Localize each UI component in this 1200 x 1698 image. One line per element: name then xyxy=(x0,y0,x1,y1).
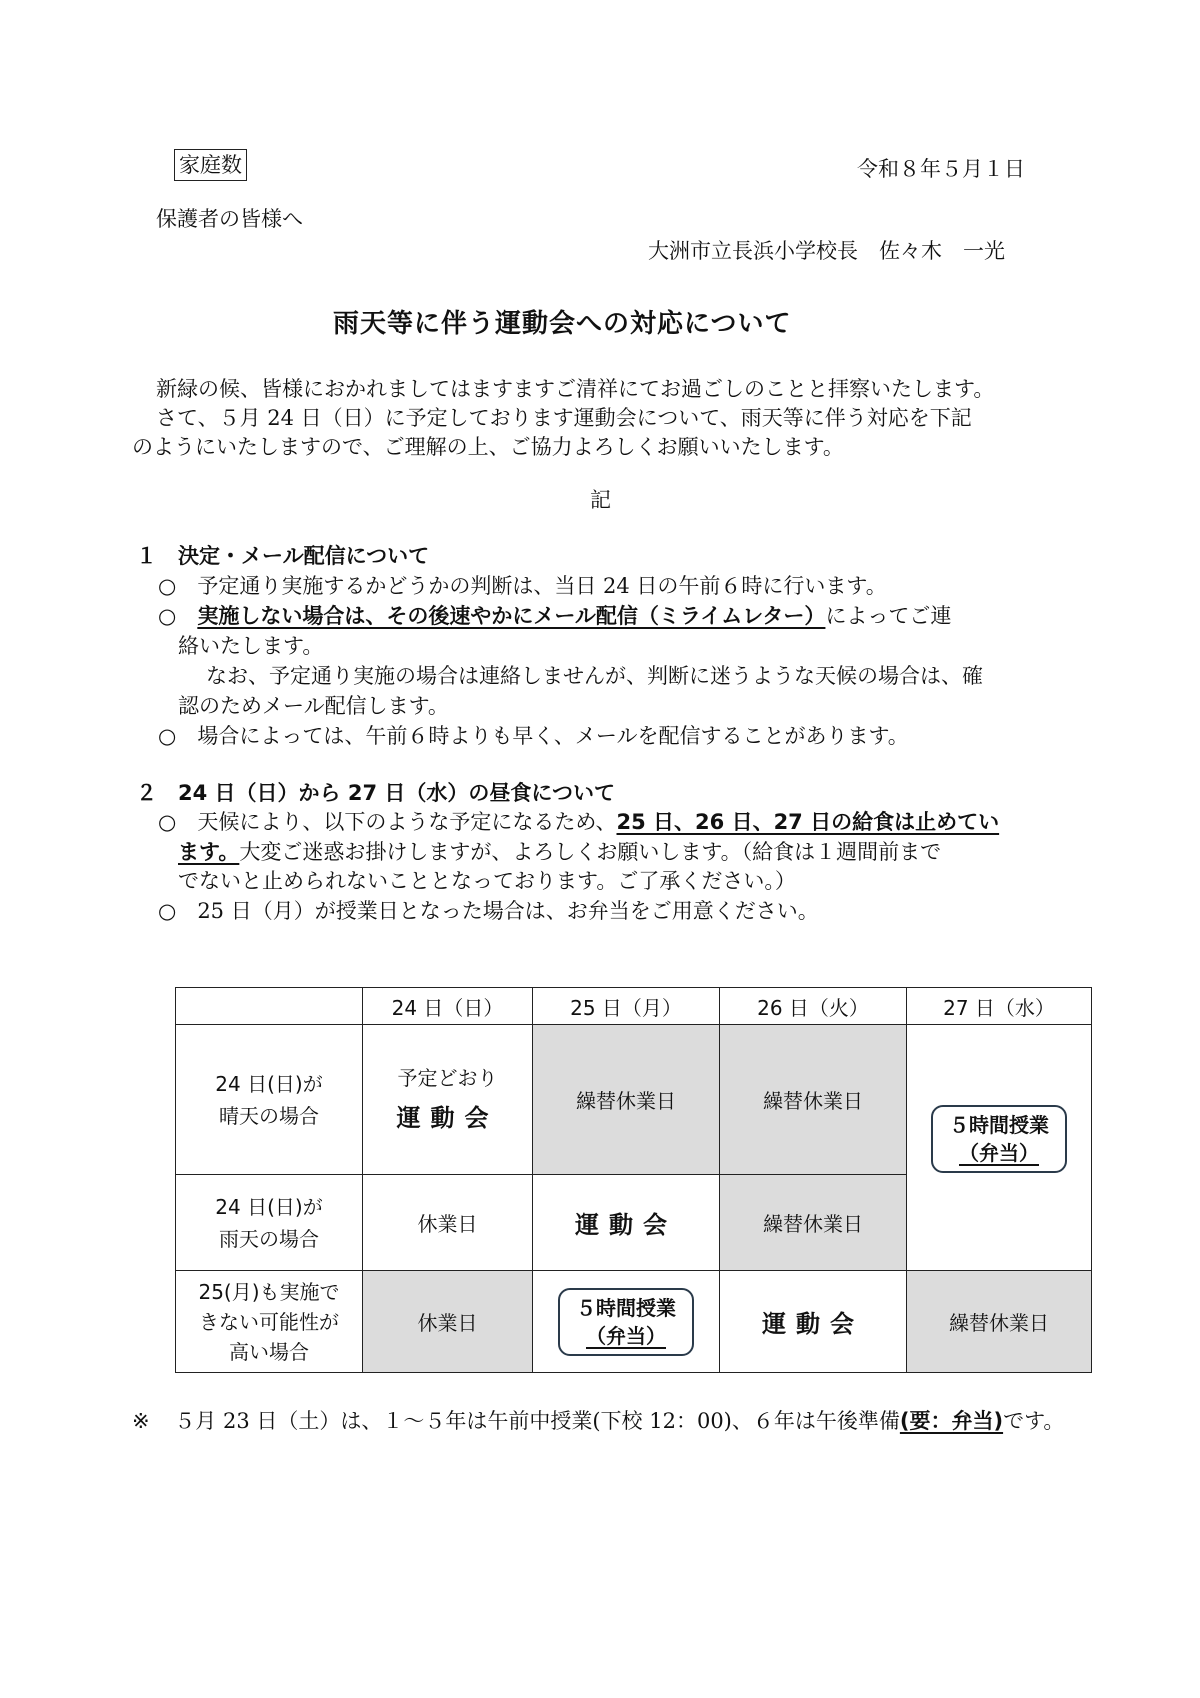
section2-bullet-1-rest: 大変ご迷惑お掛けしますが、よろしくお願いします。（給食は１週間前まで xyxy=(239,840,942,864)
section2-bullet-1 xyxy=(158,806,999,836)
row-label-line: 24 日(日)が xyxy=(215,1194,323,1219)
row-label-postponed xyxy=(176,1271,363,1373)
section2-bullet-1-line2 xyxy=(178,836,941,866)
cell-subtext: 予定どおり xyxy=(397,1065,498,1090)
cell-24-rainy: 休業日 xyxy=(363,1175,533,1271)
cell-25-rainy: 運動会 xyxy=(533,1175,720,1271)
row-label-rainy xyxy=(176,1175,363,1271)
table-header-26: 26 日（火） xyxy=(720,988,907,1025)
table-header-row xyxy=(176,988,1092,1025)
intro-line-1: 新緑の候、皆様におかれましてはますますご清祥にてお過ごしのことと拝察いたします。 xyxy=(156,377,995,401)
bullet-mark: ○ xyxy=(158,810,198,834)
intro-line-2: さて、５月 24 日（日）に予定しております運動会について、雨天等に伴う対応を下記 xyxy=(156,406,972,430)
lesson-box xyxy=(558,1288,694,1356)
row-label-line: 雨天の場合 xyxy=(219,1226,319,1251)
box-line: （弁当） xyxy=(586,1323,666,1348)
section1-bullet-2-line2: 絡いたします。 xyxy=(178,634,324,658)
table-header-27: 27 日（水） xyxy=(907,988,1092,1025)
cell-25-sunny: 繰替休業日 xyxy=(533,1025,720,1175)
box-line: ５時間授業 xyxy=(949,1113,1049,1137)
cell-maintext: 運動会 xyxy=(396,1103,499,1132)
footnote-emphasis: (要：弁当) xyxy=(899,1409,1004,1433)
table-header-empty xyxy=(176,988,363,1025)
table-header-25: 25 日（月） xyxy=(533,988,720,1025)
table-header-24: 24 日（日） xyxy=(363,988,533,1025)
schedule-table xyxy=(175,987,1092,1373)
footnote xyxy=(132,1405,1064,1435)
bullet-mark: ○ xyxy=(158,604,198,628)
document-tag: 家庭数 xyxy=(174,149,247,181)
sender: 大洲市立長浜小学校長 佐々木 一光 xyxy=(648,239,1005,263)
section1-bullet-2 xyxy=(158,600,951,630)
section1-note-2: 認のためメール配信します。 xyxy=(178,694,449,718)
row-label-line: 晴天の場合 xyxy=(219,1103,319,1128)
footnote-text: ５月 23 日（土）は、１～５年は午前中授業(下校 12：00)、６年は午後準備 xyxy=(174,1409,900,1433)
cell-24-postponed: 休業日 xyxy=(363,1271,533,1373)
cell-26-sunny: 繰替休業日 xyxy=(720,1025,907,1175)
recipient: 保護者の皆様へ xyxy=(156,207,303,231)
row-label-line: 24 日(日)が xyxy=(215,1071,323,1096)
box-line: ５時間授業 xyxy=(576,1295,676,1320)
page-title: 雨天等に伴う運動会への対応について xyxy=(333,309,792,339)
table-row xyxy=(176,1271,1092,1373)
footnote-end: です。 xyxy=(1003,1409,1065,1433)
section2-emphasis-2: ます。 xyxy=(178,840,240,864)
cell-27-postponed: 繰替休業日 xyxy=(907,1271,1092,1373)
table-row xyxy=(176,1025,1092,1175)
box-line: （弁当） xyxy=(959,1141,1039,1165)
cell-27-sunny-rainy xyxy=(907,1025,1092,1271)
section1-bullet-2-rest: によってご連 xyxy=(825,604,952,628)
row-label-line: きない可能性が xyxy=(199,1309,339,1334)
ki-marker: 記 xyxy=(590,488,611,512)
cell-24-sunny xyxy=(363,1025,533,1175)
section2-bullet-2: ○ 25 日（月）が授業日となった場合は、お弁当をご用意ください。 xyxy=(158,899,819,923)
section1-heading: １ 決定・メール配信について xyxy=(136,544,430,568)
issue-date: 令和８年５月１日 xyxy=(857,157,1025,181)
section2-bullet-1-text: 天候により、以下のような予定になるため、 xyxy=(197,810,617,834)
footnote-mark: ※ xyxy=(132,1409,150,1433)
row-label-line: 高い場合 xyxy=(229,1339,309,1364)
cell-25-postponed xyxy=(533,1271,720,1373)
section1-emphasis: 実施しない場合は、その後速やかにメール配信（ミライムレター） xyxy=(197,604,826,628)
section1-bullet-3: ○ 場合によっては、午前６時よりも早く、メールを配信することがあります。 xyxy=(158,724,909,748)
section1-bullet-1: ○ 予定通り実施するかどうかの判断は、当日 24 日の午前６時に行います。 xyxy=(158,574,887,598)
lesson-box xyxy=(931,1105,1067,1173)
section2-heading: ２ 24 日（日）から 27 日（水）の昼食について xyxy=(136,781,615,805)
row-label-sunny xyxy=(176,1025,363,1175)
cell-26-rainy: 繰替休業日 xyxy=(720,1175,907,1271)
section1-note-1: なお、予定通り実施の場合は連絡しませんが、判断に迷うような天候の場合は、確 xyxy=(206,664,983,688)
section2-emphasis-1: 25 日、26 日、27 日の給食は止めてい xyxy=(616,810,1000,834)
row-label-line: 25(月)も実施で xyxy=(198,1279,340,1304)
intro-line-3: のようにいたしますので、ご理解の上、ご協力よろしくお願いいたします。 xyxy=(132,435,844,459)
cell-26-postponed: 運動会 xyxy=(720,1271,907,1373)
section2-bullet-1-line3: でないと止められないこととなっております。ご了承ください。） xyxy=(178,869,796,893)
